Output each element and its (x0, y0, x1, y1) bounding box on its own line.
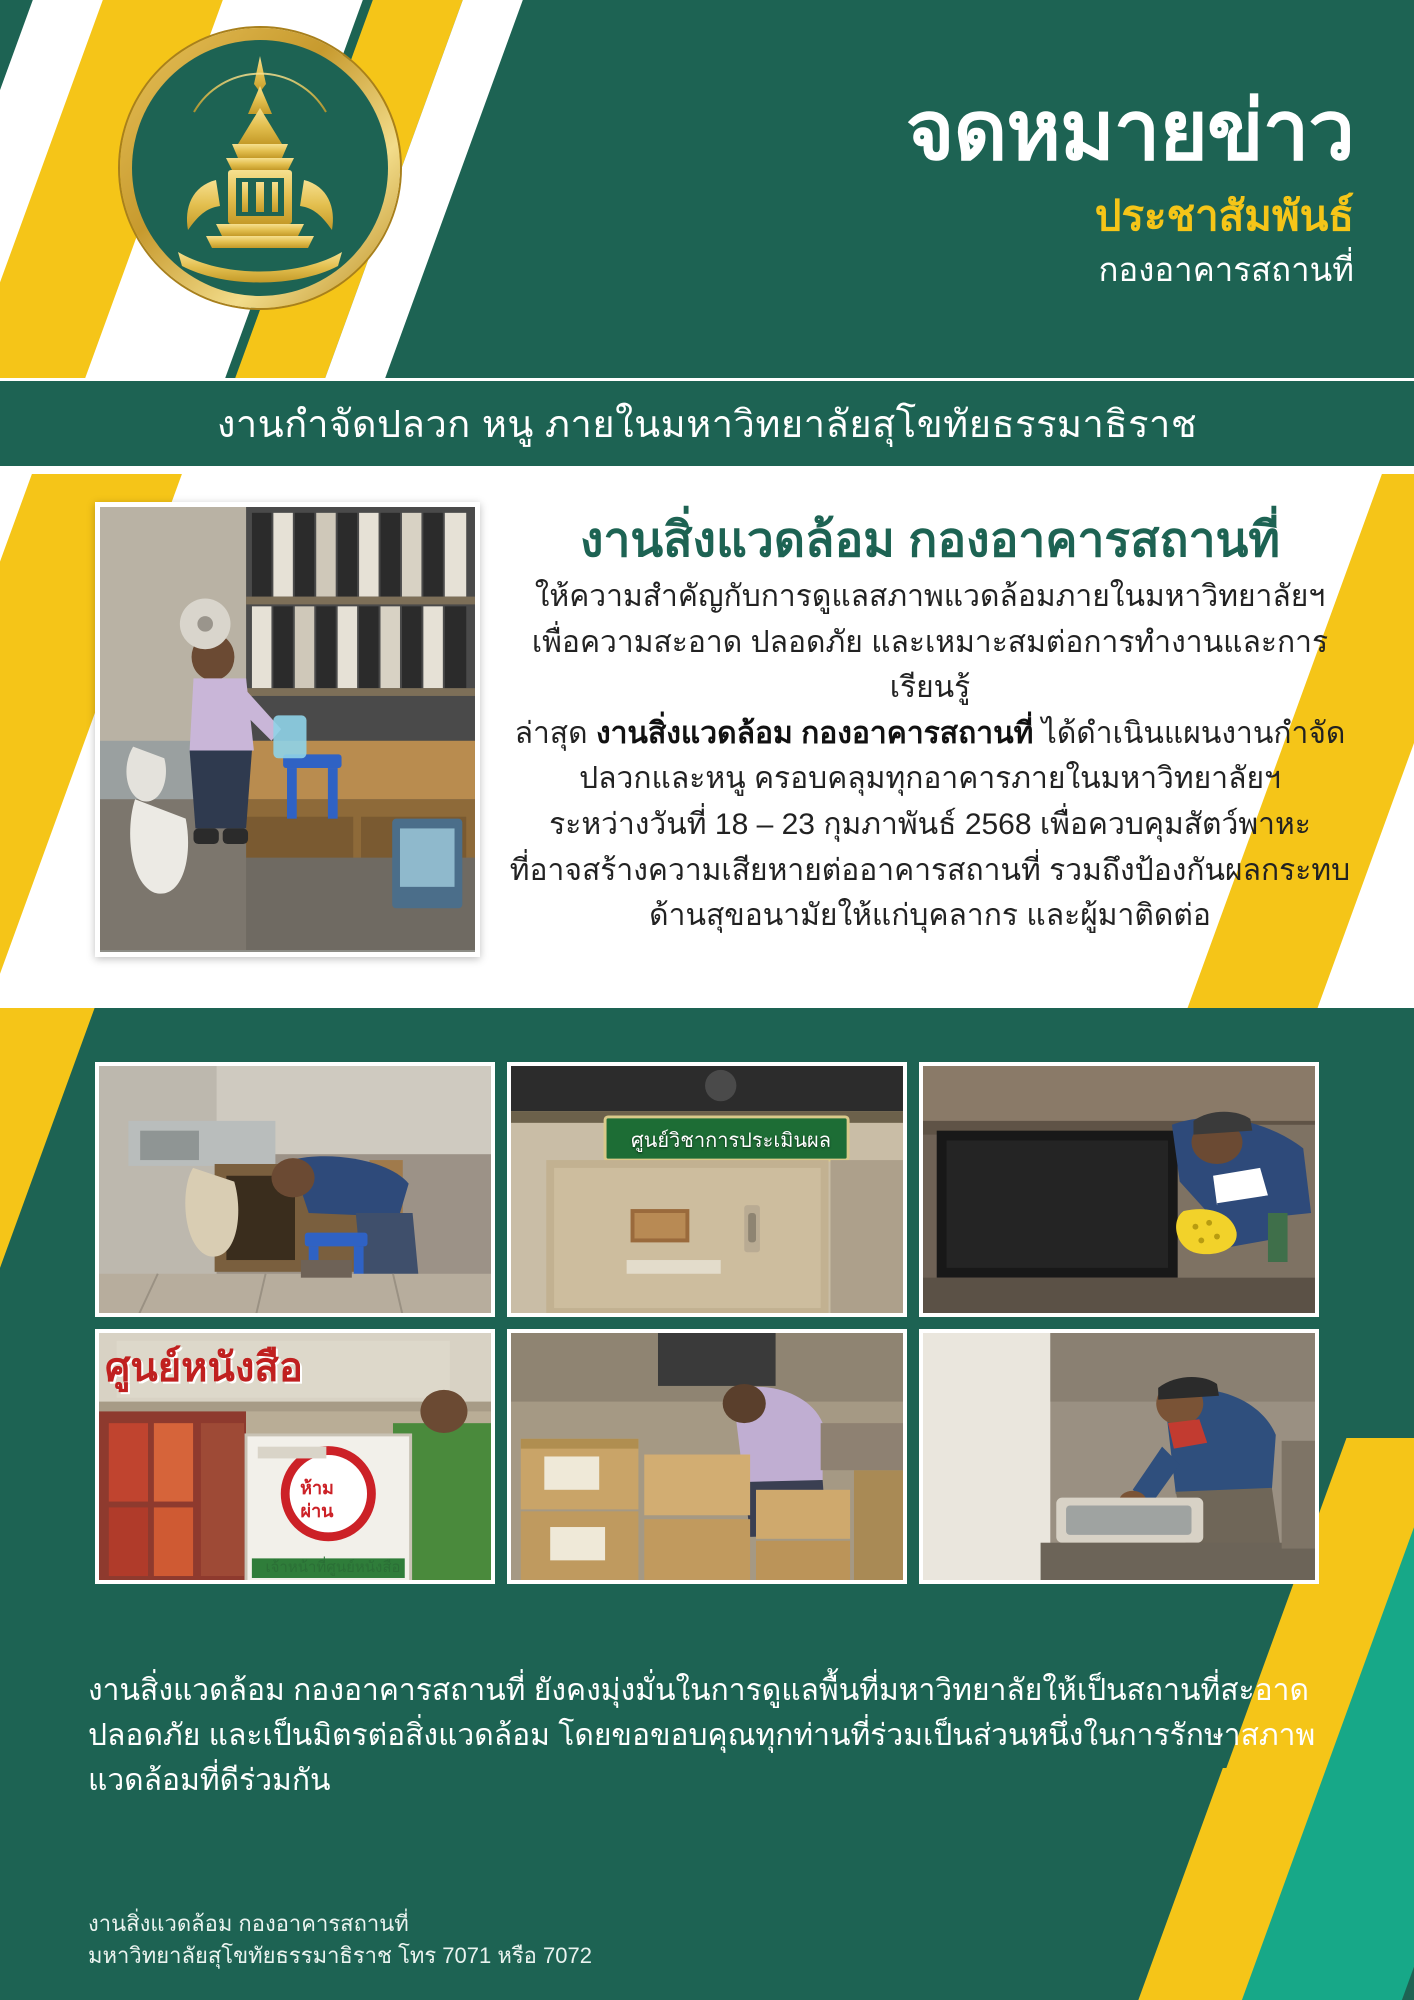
gallery-section (0, 1008, 1414, 2000)
gallery-photo-6 (919, 1329, 1319, 1584)
gallery-photo-2 (507, 1062, 907, 1317)
gallery-photo-4-sign-footer: เจ้าหน้าที่ศูนย์หนังสือ (265, 1559, 401, 1576)
intro-line-3 (505, 711, 1355, 757)
gallery-photo-1-illustration (99, 1066, 491, 1316)
topic-bar-text: งานกำจัดปลวก หนู ภายในมหาวิทยาลัยสุโขทัยธรรมาธิราช (216, 404, 1198, 446)
intro-line-6: ที่อาจสร้างความเสียหายต่ออาคารสถานที่ รวมถึงป้องกันผลกระทบ (509, 853, 1351, 887)
gallery-photo-3-illustration (923, 1066, 1315, 1316)
gallery-photo-4-sign-ban-2: ผ่าน (300, 1501, 334, 1521)
photo-grid (95, 1062, 1319, 1584)
university-emblem (120, 28, 400, 308)
topic-bar (0, 378, 1414, 466)
intro-line-4: ปลวกและหนู ครอบคลุมทุกอาคารภายในมหาวิทยาลัยฯ (579, 762, 1281, 796)
intro-line-3-bold: งานสิ่งแวดล้อม กองอาคารสถานที่ (595, 716, 1034, 750)
intro-heading: งานสิ่งแวดล้อม กองอาคารสถานที่ (580, 514, 1280, 567)
intro-line-1: ให้ความสำคัญกับการดูแลสภาพแวดล้อมภายในมหาวิทยาลัยฯ (534, 580, 1326, 613)
intro-line-7: ด้านสุขอนามัยให้แก่บุคลากร และผู้มาติดต่อ (649, 899, 1211, 933)
emblem-inner-disc (132, 40, 388, 296)
gallery-photo-4-sign-ban-1: ห้าม (300, 1478, 334, 1498)
gallery-photo-2-sign-text: ศูนย์วิชาการประเมินผล (630, 1130, 832, 1152)
footer-contact (88, 1908, 988, 1972)
footer-line-2: มหาวิทยาลัยสุโขทัยธรรมาธิราช โทร 7071 หรือ 7072 (88, 1942, 592, 1968)
closing-line-3: แวดล้อมที่ดีร่วมกัน (88, 1764, 331, 1797)
gallery-photo-2-illustration (511, 1066, 903, 1316)
gallery-photo-3 (919, 1062, 1319, 1317)
footer-line-1: งานสิ่งแวดล้อม กองอาคารสถานที่ (88, 1911, 409, 1936)
gallery-photo-1 (95, 1062, 495, 1317)
gallery-photo-5 (507, 1329, 907, 1584)
intro-line-2: เพื่อความสะอาด ปลอดภัย และเหมาะสมต่อการทำงานและการเรียนรู้ (531, 625, 1329, 705)
gallery-photo-6-illustration (923, 1333, 1315, 1583)
intro-photo-illustration (100, 507, 475, 950)
intro-photo (95, 502, 480, 957)
intro-section (0, 474, 1414, 1008)
intro-line-3-a: ล่าสุด (514, 716, 596, 750)
poster-header (0, 0, 1414, 378)
newsletter-subtitle: ประชาสัมพันธ์ (1094, 192, 1354, 239)
closing-text (88, 1668, 1328, 1803)
closing-line-1: งานสิ่งแวดล้อม กองอาคารสถานที่ ยังคงมุ่งมั่นในการดูแลพื้นที่มหาวิทยาลัยให้เป็นสถานที่สะอาด (88, 1674, 1309, 1707)
gallery-photo-4-sign-title: ศูนย์หนังสือ (105, 1346, 303, 1390)
gallery-photo-4 (95, 1329, 495, 1584)
intro-line-3-c: ได้ดำเนินแผนงานกำจัด (1033, 716, 1346, 750)
intro-body (505, 574, 1355, 939)
newsletter-department: กองอาคารสถานที่ (1098, 251, 1354, 288)
closing-line-2: ปลอดภัย และเป็นมิตรต่อสิ่งแวดล้อม โดยขอขอบคุณทุกท่านที่ร่วมเป็นส่วนหนึ่งในการรักษาสภาพ (88, 1719, 1316, 1752)
intro-line-5: ระหว่างวันที่ 18 – 23 กุมภาพันธ์ 2568 เพื่อควบคุมสัตว์พาหะ (549, 807, 1311, 841)
gallery-photo-5-illustration (511, 1333, 903, 1583)
emblem-icon (132, 40, 388, 296)
newsletter-title: จดหมายข่าว (905, 84, 1354, 177)
